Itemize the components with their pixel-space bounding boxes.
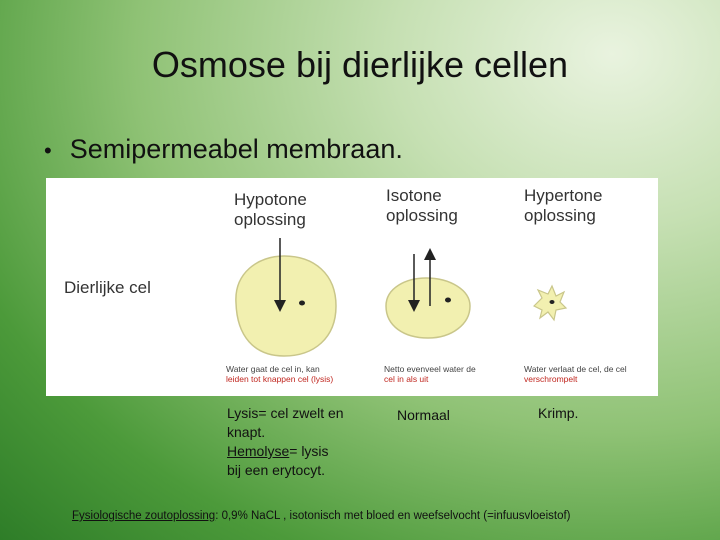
normal-cell	[386, 278, 470, 338]
bullet-item	[44, 134, 403, 165]
lysis-description: Lysis= cel zwelt en knapt. Hemolyse= lysis bij een erytocyt.	[227, 405, 344, 478]
bullet-text: Semipermeabel membraan.	[69, 134, 403, 164]
caption-isotone: Netto evenveel water de cel in als uit	[384, 364, 476, 384]
footer-term: Fysiologische zoutoplossing	[72, 510, 216, 522]
column-title-isotone: Isotone oplossing	[386, 186, 458, 225]
footer-note: Fysiologische zoutoplossing: 0,9% NaCL , isotonisch met bloed en weefselvocht (=infuusvloeistof)	[72, 510, 571, 522]
shrink-description: Krimp.	[538, 405, 579, 421]
hemolyse-term: Hemolyse	[227, 443, 290, 459]
swollen-cell	[236, 256, 336, 356]
caption-hypertone: Water verlaat de cel, de cel verschrompelt	[524, 364, 627, 384]
cell-nucleus	[550, 300, 555, 304]
column-title-hypertone: Hypertone oplossing	[524, 186, 603, 225]
osmosis-figure	[46, 178, 658, 396]
bullet-icon: •	[44, 138, 52, 163]
column-title-hypotone: Hypotone oplossing	[234, 190, 307, 229]
caption-hypotone: Water gaat de cel in, kan leiden tot knappen cel (lysis)	[226, 364, 334, 384]
cell-nucleus	[299, 301, 305, 306]
slide-title: Osmose bij dierlijke cellen	[151, 44, 569, 85]
normal-description: Normaal	[397, 407, 450, 423]
row-label: Dierlijke cel	[64, 278, 151, 297]
cell-nucleus	[445, 298, 451, 303]
